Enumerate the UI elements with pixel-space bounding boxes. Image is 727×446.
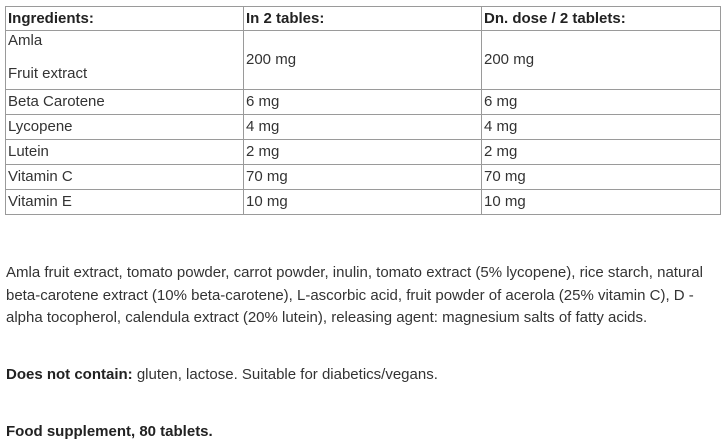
ingredient-name: Vitamin C xyxy=(6,165,244,190)
ingredients-table xyxy=(5,6,721,215)
free-from-paragraph xyxy=(6,364,718,387)
table-row xyxy=(6,190,721,215)
ingredient-name-line2: Fruit extract xyxy=(8,65,88,82)
table-row xyxy=(6,115,721,140)
ingredient-name-line1: Amla xyxy=(8,32,43,49)
ingredient-amount: 70 mg xyxy=(244,165,482,190)
ingredient-name: Lycopene xyxy=(6,115,244,140)
table-row xyxy=(6,90,721,115)
free-from-text: gluten, lactose. Suitable for diabetics/vegans. xyxy=(132,366,438,383)
ingredient-name: Beta Carotene xyxy=(6,90,244,115)
ingredient-amount: 6 mg xyxy=(244,90,482,115)
table-row xyxy=(6,165,721,190)
product-type: Food supplement, 80 tablets. xyxy=(6,423,213,440)
composition-paragraph: Amla fruit extract, tomato powder, carrot powder, inulin, tomato extract (5% lycopene), rice starch, natural beta-carotene extract (10% beta-carotene), L-ascorbic acid, fruit powder of acerola (25% vitamin C), D - alpha tocopherol, calendula extract (20% lutein), releasing agent: magnesium salts of fatty acids. xyxy=(6,264,703,326)
ingredient-dose: 200 mg xyxy=(482,31,721,90)
ingredient-amount: 10 mg xyxy=(244,190,482,215)
ingredient-dose: 6 mg xyxy=(482,90,721,115)
ingredient-dose: 2 mg xyxy=(482,140,721,165)
free-from-label: Does not contain: xyxy=(6,366,133,383)
ingredient-dose: 70 mg xyxy=(482,165,721,190)
ingredient-dose: 10 mg xyxy=(482,190,721,215)
header-daily-dose: Dn. dose / 2 tablets: xyxy=(482,7,721,31)
ingredient-dose: 4 mg xyxy=(482,115,721,140)
ingredient-name-cell xyxy=(6,31,244,90)
table-header-row xyxy=(6,7,721,31)
ingredient-amount: 4 mg xyxy=(244,115,482,140)
header-ingredients: Ingredients: xyxy=(6,7,244,31)
ingredient-name: Vitamin E xyxy=(6,190,244,215)
header-in-2-tablets: In 2 tables: xyxy=(244,7,482,31)
ingredient-name: Lutein xyxy=(6,140,244,165)
table-row xyxy=(6,140,721,165)
ingredient-amount: 2 mg xyxy=(244,140,482,165)
ingredient-amount: 200 mg xyxy=(244,31,482,90)
table-row xyxy=(6,31,721,90)
